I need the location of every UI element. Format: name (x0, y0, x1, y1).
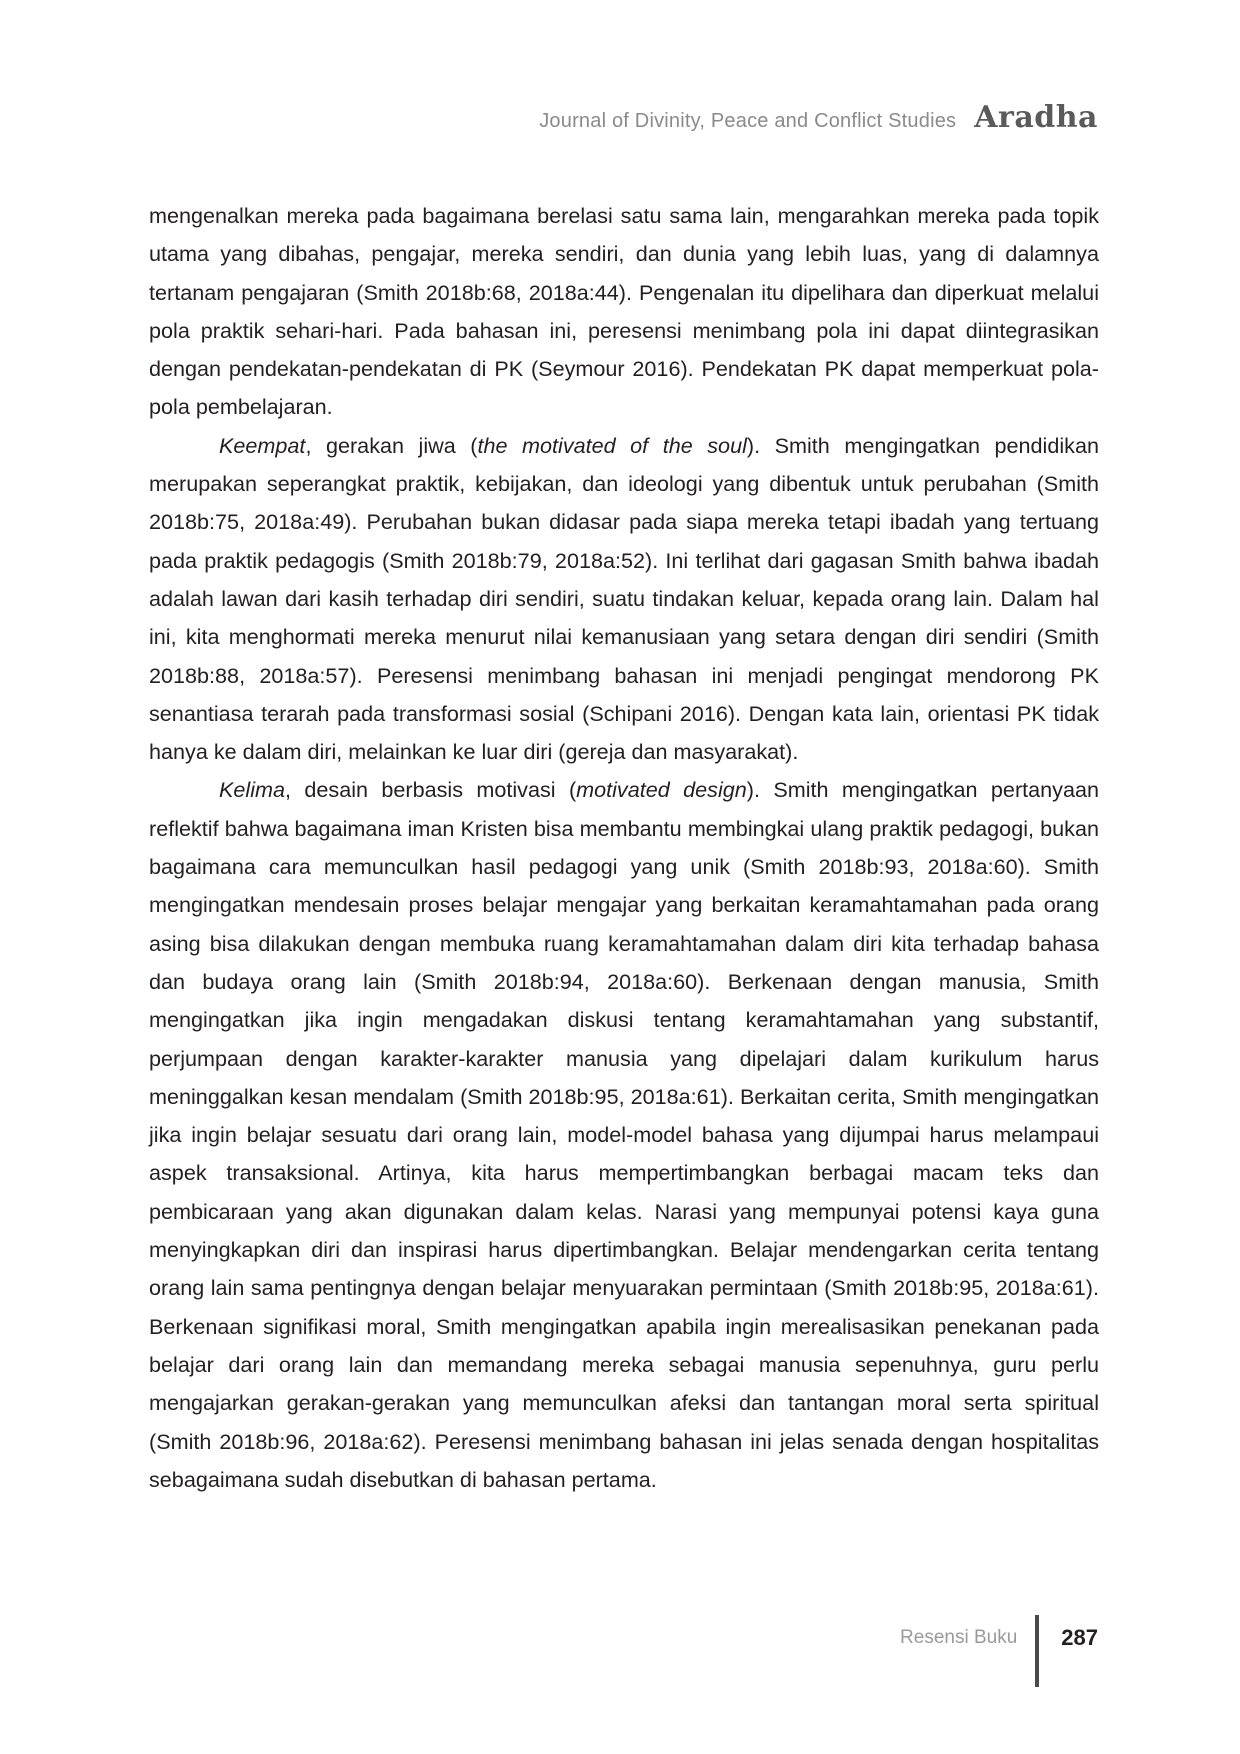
paragraph-2-text: ). Smith mengingatkan pendidikan merupakan seperangkat praktik, kebijakan, dan ideologi yang dibentuk untuk perubahan (Smith 2018b:75, 2018a:49). Perubahan bukan didasar pada siapa mereka tetapi ibadah yang tertuang pada praktik pedagogis (Smith 2018b:79, 2018a:52). Ini terlihat dari gagasan Smith bahwa ibadah adalah lawan dari kasih terhadap diri sendiri, suatu tindakan keluar, kepada orang lain. Dalam hal ini, kita menghormati mereka menurut nilai kemanusiaan yang setara dengan diri sendiri (Smith 2018b:88, 2018a:57). Peresensi menimbang bahasan ini menjadi pengingat mendorong PK senantiasa terarah pada transformasi sosial (Schipani 2016). Dengan kata lain, orientasi PK tidak hanya ke dalam diri, melainkan ke luar diri (gereja dan masyarakat). (149, 432, 1099, 765)
paragraph-2-term: the motivated of the soul (477, 432, 747, 458)
running-header (539, 100, 1098, 135)
footer-divider (1035, 1615, 1039, 1687)
paragraph-2 (149, 427, 1099, 772)
section-label: Resensi Buku (900, 1627, 1018, 1648)
paragraph-2-pre: , gerakan jiwa ( (305, 432, 478, 458)
paragraph-3-text: ). Smith mengingatkan pertanyaan reflektif bahwa bagaimana iman Kristen bisa membantu membingkai ulang praktik pedagogi, bukan bagaimana cara memunculkan hasil pedagogi yang unik (Smith 2018b:93, 2018a:60). Smith mengingatkan mendesain proses belajar mengajar yang berkaitan keramahtamahan pada orang asing bisa dilakukan dengan membuka ruang keramahtamahan dalam diri kita terhadap bahasa dan budaya orang lain (Smith 2018b:94, 2018a:60). Berkenaan dengan manusia, Smith mengingatkan jika ingin mengadakan diskusi tentang keramahtamahan yang substantif, perjumpaan dengan karakter-karakter manusia yang dipelajari dalam kurikulum harus meninggalkan kesan mendalam (Smith 2018b:95, 2018a:61). Berkaitan cerita, Smith mengingatkan jika ingin belajar sesuatu dari orang lain, model-model bahasa yang dijumpai harus melampaui aspek transaksional. Artinya, kita harus mempertimbangkan berbagai macam teks dan pembicaraan yang akan digunakan dalam kelas. Narasi yang mempunyai potensi kaya guna menyingkapkan diri dan inspirasi harus dipertimbangkan. Belajar mendengarkan cerita tentang orang lain sama pentingnya dengan belajar menyuarakan permintaan (Smith 2018b:95, 2018a:61). Berkenaan signifikasi moral, Smith mengingatkan apabila ingin merealisasikan penekanan pada belajar dari orang lain dan memandang mereka sebagai manusia sepenuhnya, guru perlu mengajarkan gerakan-gerakan yang memunculkan afeksi dan tantangan moral serta spiritual (Smith 2018b:96, 2018a:62). Peresensi menimbang bahasan ini jelas senada dengan hospitalitas sebagaimana sudah disebutkan di bahasan pertama. (149, 777, 1099, 1492)
article-body (149, 197, 1099, 1499)
paragraph-3-lead: Kelima (219, 777, 286, 803)
page-number: 287 (1061, 1625, 1098, 1650)
journal-logo: Aradha (974, 100, 1098, 135)
paragraph-2-lead: Keempat (219, 432, 306, 458)
paragraph-1 (149, 197, 1099, 427)
paragraph-3 (149, 771, 1099, 1499)
paragraph-1-text: mengenalkan mereka pada bagaimana berelasi satu sama lain, mengarahkan mereka pada topik utama yang dibahas, pengajar, mereka sendiri, dan dunia yang lebih luas, yang di dalamnya tertanam pengajaran (Smith 2018b:68, 2018a:44). Pengenalan itu dipelihara dan diperkuat melalui pola praktik sehari-hari. Pada bahasan ini, peresensi menimbang pola ini dapat diintegrasikan dengan pendekatan-pendekatan di PK (Seymour 2016). Pendekatan PK dapat memperkuat pola-pola pembelajaran. (149, 203, 1099, 420)
journal-name: Journal of Divinity, Peace and Conflict Studies (539, 110, 957, 132)
paragraph-3-term: motivated design (576, 777, 747, 803)
page-footer (900, 1615, 1098, 1687)
paragraph-3-pre: , desain berbasis motivasi ( (285, 777, 577, 803)
